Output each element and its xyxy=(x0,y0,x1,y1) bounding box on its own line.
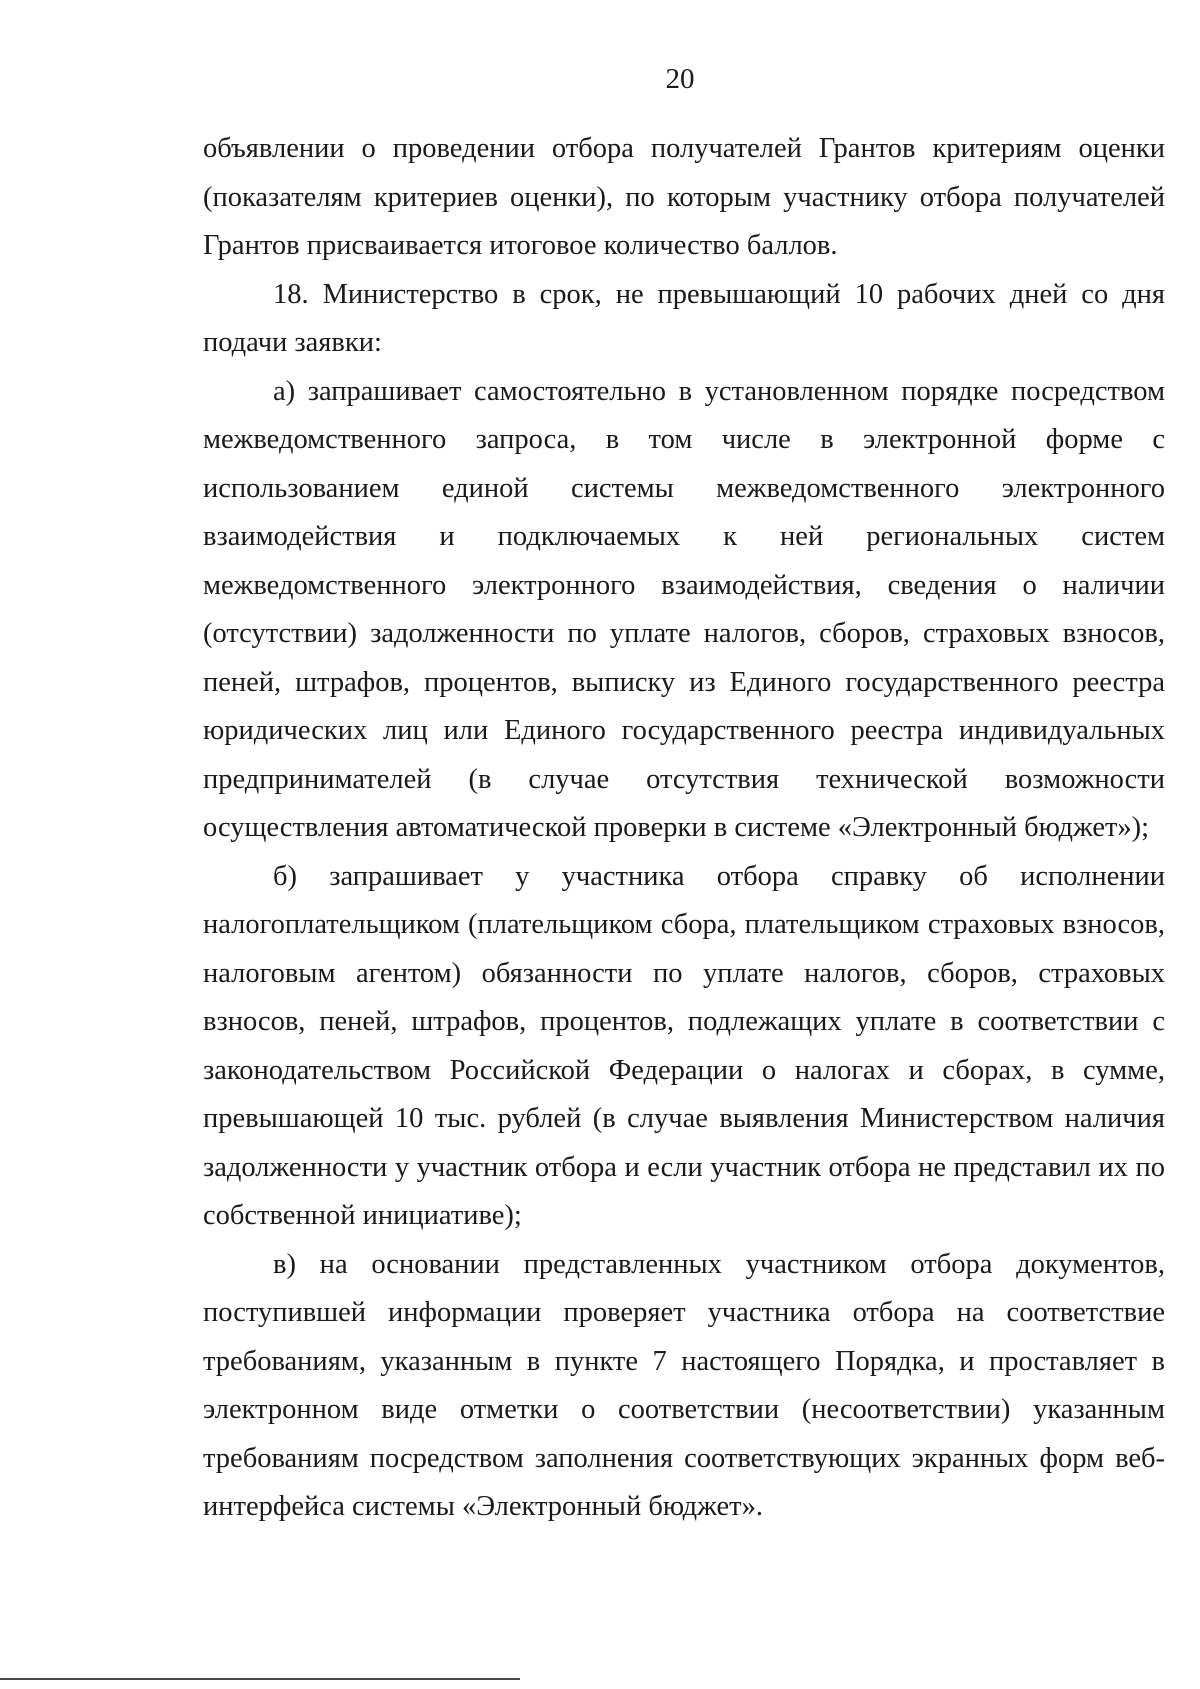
paragraph-item-18: 18. Министерство в срок, не превышающий 10 рабочих дней со дня подачи заявки: xyxy=(203,278,1165,358)
paragraph-subitem-v: в) на основании представленных участником отбора документов, поступившей информации проверяет участника отбора на соответствие требованиям, указанным в пункте 7 настоящего Порядка, и проставляет в электронном виде отметки о соответствии (несоответствии) указанным требованиям посредством заполнения соответствующих экранных форм веб-интерфейса системы «Электронный бюджет». xyxy=(203,1248,1165,1522)
paragraph-subitem-b: б) запрашивает у участника отбора справку об исполнении налогоплательщиком (плательщиком сбора, плательщиком страховых взносов, налоговым агентом) обязанности по уплате налогов, сборов, страховых взносов, пеней, штрафов, процентов, подлежащих уплате в соответствии с законодательством Российской Федерации о налогах и сборах, в сумме, превышающей 10 тыс. рублей (в случае выявления Министерством наличия задолженности у участник отбора и если участник отбора не представил их по собственной инициативе); xyxy=(203,860,1165,1231)
document-body xyxy=(203,125,1165,1532)
paragraph-subitem-a: а) запрашивает самостоятельно в установленном порядке посредством межведомственного запроса, в том числе в электронной форме с использованием единой системы межведомственного электронного взаимодействия и подключаемых к ней региональных систем межведомственного электронного взаимодействия, сведения о наличии (отсутствии) задолженности по уплате налогов, сборов, страховых взносов, пеней, штрафов, процентов, выписку из Единого государственного реестра юридических лиц или Единого государственного реестра индивидуальных предпринимателей (в случае отсутствия технической возможности осуществления автоматической проверки в системе «Электронный бюджет»); xyxy=(203,375,1165,843)
paragraph-continuation: объявлении о проведении отбора получателей Грантов критериям оценки (показателям критериев оценки), по которым участнику отбора получателей Грантов присваивается итоговое количество баллов. xyxy=(203,133,1165,261)
footer-rule xyxy=(0,1678,520,1680)
page-number: 20 xyxy=(665,63,695,95)
